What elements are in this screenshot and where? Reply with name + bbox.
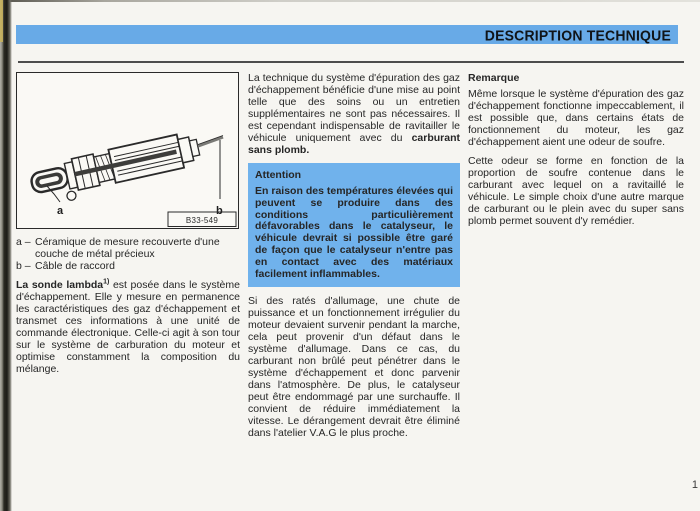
left-column bbox=[16, 72, 240, 439]
epuration-paragraph bbox=[248, 72, 460, 156]
content-columns bbox=[16, 72, 684, 439]
caption-a-prefix: a – bbox=[16, 236, 31, 248]
remarque-paragraph-2: Cette odeur se forme en fonction de la proportion de soufre contenue dans le carburant avec lequel on a ravitaillé le véhicule. Le simple choix d'une autre marque de carburant ou le plein avec du super sans plomb permet souvent d'y remédier. bbox=[468, 155, 684, 227]
header-divider bbox=[18, 61, 684, 63]
caption-b bbox=[16, 260, 240, 272]
epuration-text: La technique du système d'épuration des gaz d'échappement bénéficie d'une mise au point telle que des soins ou un entretien supplémentaires ne sont pas nécessaires. Il est cependant indispensable de ravitailler le véhicule uniquement avec du bbox=[248, 72, 460, 144]
rates-allumage-paragraph: Si des ratés d'allumage, une chute de puissance et un fonctionnement irrégulier du moteur devaient survenir pendant la marche, cela peut provenir d'un défaut dans le système d'allumage. Dans ce cas, du carburant non brûlé peut pénétrer dans le système d'échappement et donc parvenir dans l'atmosphère. De plus, le catalyseur peut être endommagé par une surchauffe. Il convient de réduire immédiatement la vitesse. Le dérangement devrait être éliminé dans l'atelier V.A.G le plus proche. bbox=[248, 295, 460, 440]
lambda-intro-rest: est posée dans le système d'échappement. Elle y mesure en permanence les caractéristiques des gaz d'échappement et transmet ces informations à une unité de commande électronique. Celle-ci agit à son tour sur le système de carburation du moteur et optimise constamment la composition du mélange. bbox=[16, 279, 240, 375]
footnote-marker: 1) bbox=[103, 278, 110, 286]
binding-yellow-edge bbox=[0, 0, 3, 42]
attention-body: En raison des températures élevées qui peuvent se produire dans des conditions particulièrement défavorables dans le catalyseur, le véhicule devrait si possible être garé de façon que le catalyseur n'entre pas en contact avec des matériaux facilement inflammables. bbox=[255, 185, 453, 280]
epuration-bold: carburant sans plomb. bbox=[248, 132, 460, 156]
middle-column bbox=[248, 72, 460, 439]
book-binding-shadow bbox=[0, 0, 12, 511]
scan-top-edge bbox=[0, 0, 700, 2]
section-header-bar bbox=[16, 25, 678, 44]
lambda-sensor-figure bbox=[16, 72, 239, 229]
right-column bbox=[468, 72, 684, 439]
caption-a-text: Céramique de mesure recouverte d'une couche de métal précieux bbox=[35, 236, 220, 260]
lambda-intro-bold: La sonde lambda bbox=[16, 279, 104, 291]
figure-captions bbox=[16, 236, 240, 272]
figure-label-a: a bbox=[57, 205, 64, 217]
cable-line bbox=[198, 137, 223, 146]
lambda-sensor-diagram bbox=[17, 73, 238, 228]
remarque-paragraph-1: Même lorsque le système d'épuration des gaz d'échappement fonctionne impeccablement, il est possible que, dans certains états de fonctionnement du moteur, les gaz d'échappement aient une odeur de soufre. bbox=[468, 88, 684, 148]
figure-label-b: b bbox=[216, 205, 223, 217]
page-title: DESCRIPTION TECHNIQUE bbox=[484, 26, 671, 43]
caption-a bbox=[16, 236, 240, 260]
attention-box bbox=[248, 163, 460, 287]
figure-reference: B33-549 bbox=[185, 216, 219, 225]
caption-b-prefix: b – bbox=[16, 260, 31, 272]
lambda-intro-paragraph bbox=[16, 279, 240, 375]
caption-b-text: Câble de raccord bbox=[35, 260, 115, 272]
page-number: 1 bbox=[691, 479, 698, 491]
remarque-heading: Remarque bbox=[468, 72, 520, 84]
attention-title: Attention bbox=[255, 169, 302, 181]
